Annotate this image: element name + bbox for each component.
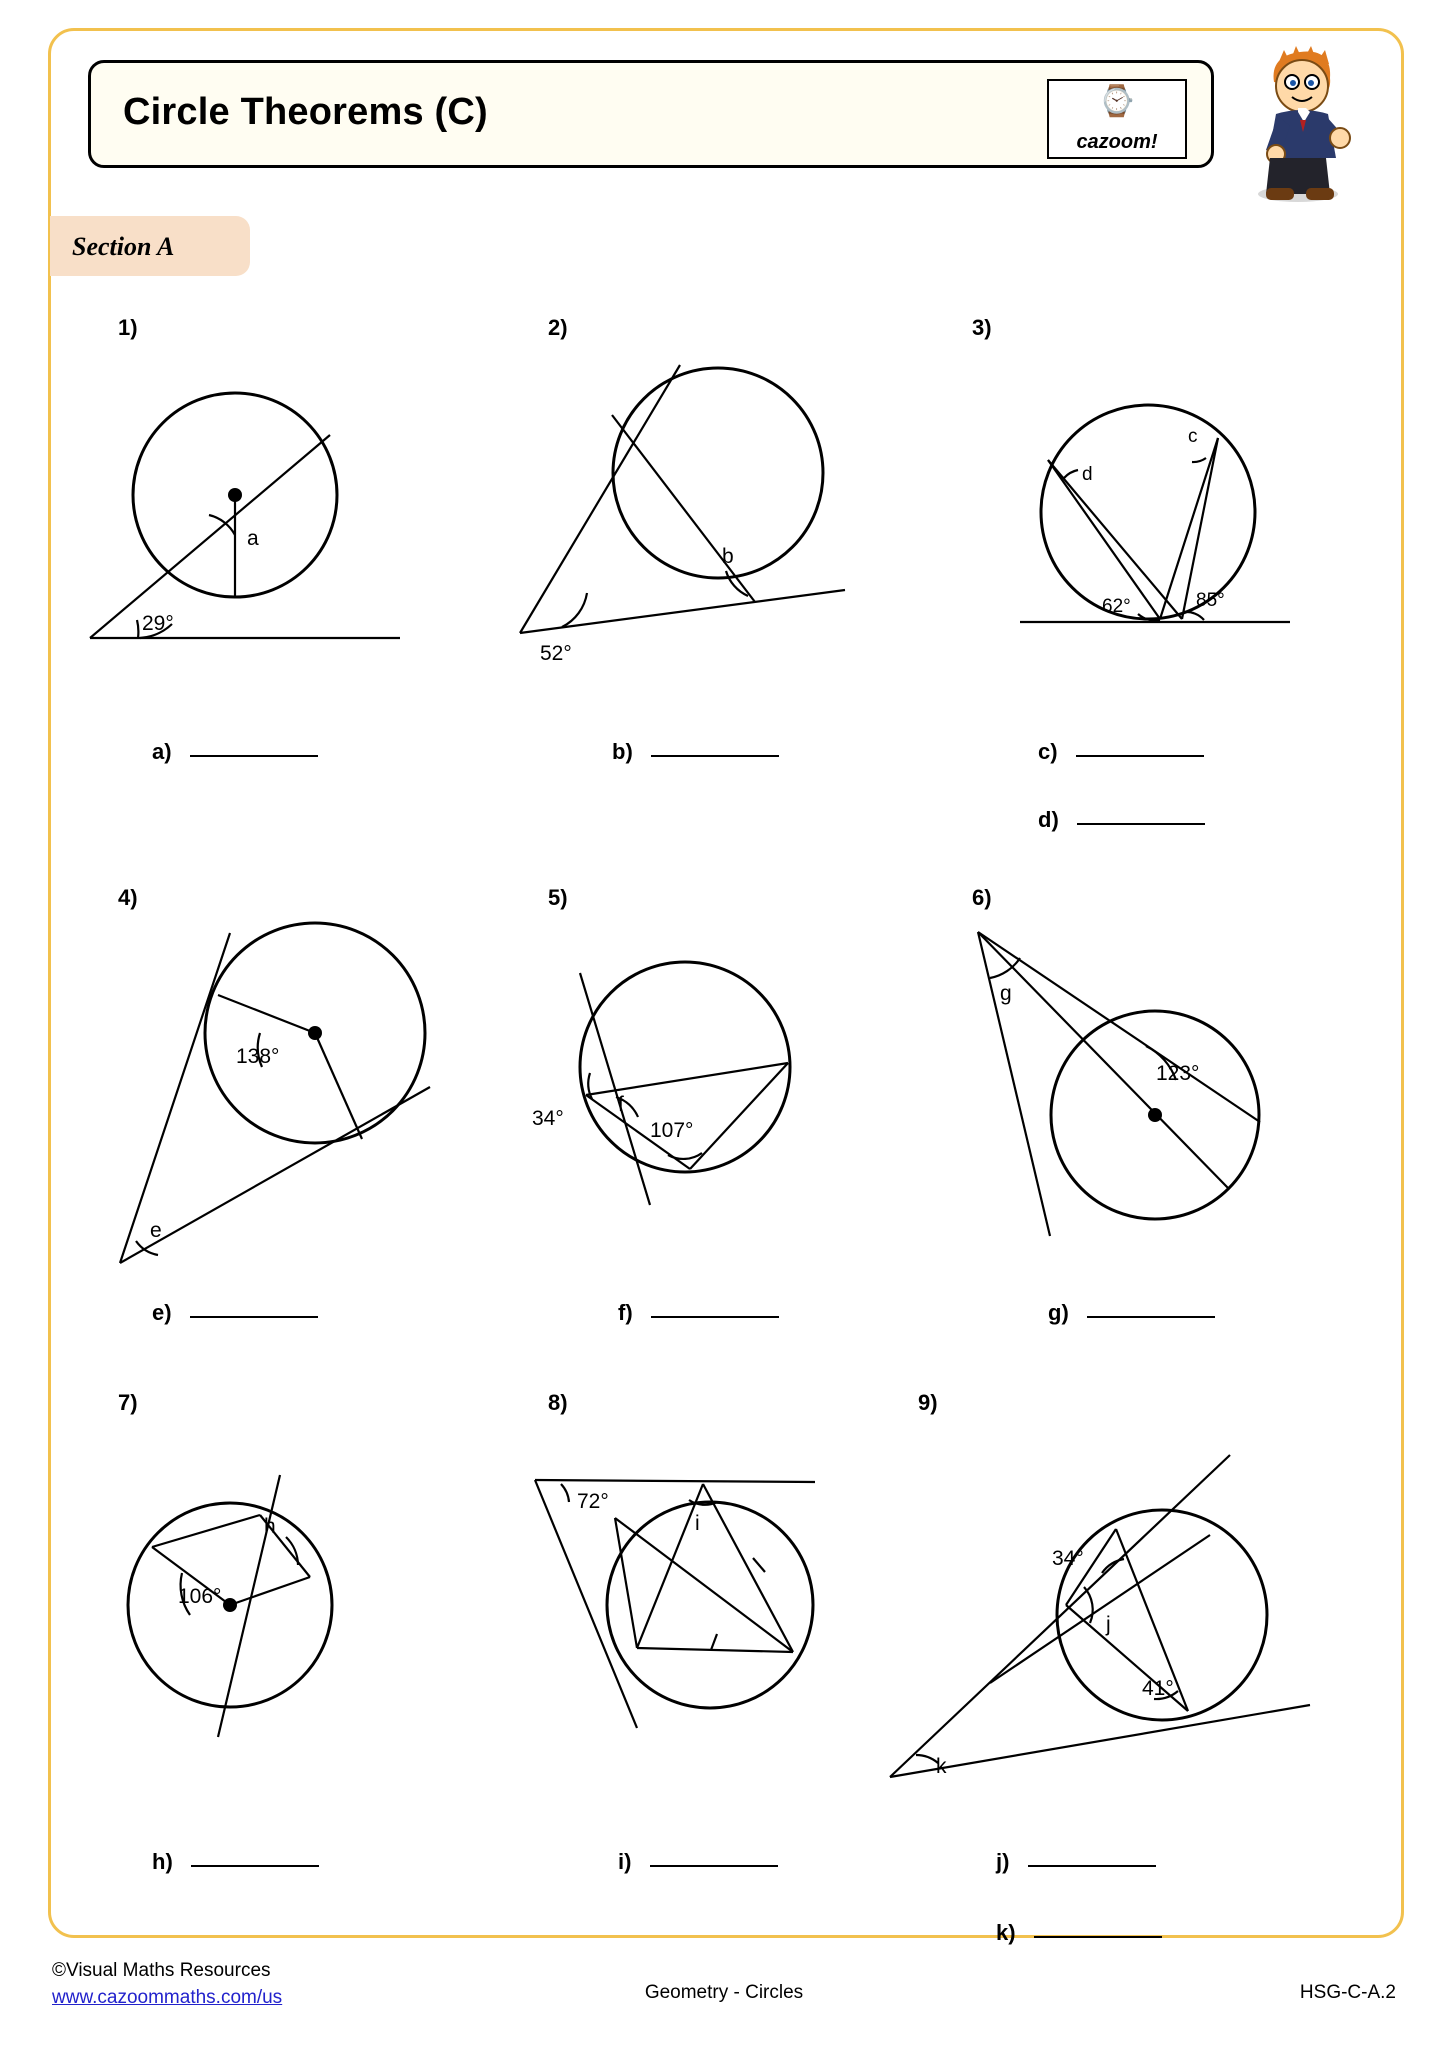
question-number-2: 2) bbox=[548, 315, 568, 340]
figure-5-angle-107: 107° bbox=[650, 1119, 694, 1142]
answer-b bbox=[612, 735, 779, 765]
answer-b-line[interactable] bbox=[651, 735, 779, 757]
answer-b-letter: b) bbox=[612, 739, 633, 764]
answer-e-letter: e) bbox=[152, 1300, 172, 1325]
answer-i bbox=[618, 1845, 778, 1875]
answer-g-line[interactable] bbox=[1087, 1296, 1215, 1318]
answer-j-line[interactable] bbox=[1028, 1845, 1156, 1867]
section-tab bbox=[50, 216, 250, 276]
answer-i-line[interactable] bbox=[650, 1845, 778, 1867]
question-number-8: 8) bbox=[548, 1390, 568, 1415]
answer-j-letter: j) bbox=[996, 1849, 1010, 1874]
figure-8 bbox=[525, 1460, 855, 1760]
figure-4-label-e: e bbox=[150, 1219, 162, 1242]
answer-f-line[interactable] bbox=[651, 1296, 779, 1318]
logo-wordmark: cazoom! bbox=[1076, 131, 1158, 153]
figure-4-angle-138: 138° bbox=[236, 1045, 280, 1068]
answer-k-letter: k) bbox=[996, 1920, 1016, 1945]
figure-1-label-a: a bbox=[247, 527, 259, 550]
figure-3-label-c: c bbox=[1188, 426, 1198, 447]
figure-7-angle-106: 106° bbox=[178, 1585, 222, 1608]
figure-3 bbox=[1020, 400, 1300, 660]
answer-h-line[interactable] bbox=[191, 1845, 319, 1867]
answer-k bbox=[996, 1916, 1162, 1946]
answer-k-line[interactable] bbox=[1034, 1916, 1162, 1938]
cazoom-logo bbox=[1047, 79, 1187, 159]
figure-8-label-i: i bbox=[695, 1512, 700, 1535]
answer-h bbox=[152, 1845, 319, 1875]
figure-4 bbox=[110, 915, 450, 1275]
footer-topic: Geometry - Circles bbox=[644, 1982, 804, 2003]
section-label: Section A bbox=[72, 232, 175, 261]
answer-a bbox=[152, 735, 318, 765]
question-number-7: 7) bbox=[118, 1390, 138, 1415]
answer-g-letter: g) bbox=[1048, 1300, 1069, 1325]
figure-9-label-k: k bbox=[936, 1755, 947, 1778]
question-number-5: 5) bbox=[548, 885, 568, 910]
figure-9-angle-41: 41° bbox=[1142, 1677, 1174, 1700]
answer-d-line[interactable] bbox=[1077, 803, 1205, 825]
answer-j bbox=[996, 1845, 1156, 1875]
question-number-1: 1) bbox=[118, 315, 138, 340]
figure-1-angle-29: 29° bbox=[142, 612, 174, 635]
figure-2 bbox=[500, 355, 860, 665]
question-number-9: 9) bbox=[918, 1390, 938, 1415]
title-box bbox=[88, 60, 1214, 168]
answer-e bbox=[152, 1296, 318, 1326]
figure-5-label-f: f bbox=[618, 1093, 624, 1116]
answer-i-letter: i) bbox=[618, 1849, 632, 1874]
answer-a-line[interactable] bbox=[190, 735, 318, 757]
figure-2-angle-52: 52° bbox=[540, 642, 572, 665]
answer-c-letter: c) bbox=[1038, 739, 1058, 764]
figure-9-label-j: j bbox=[1106, 1613, 1111, 1636]
answer-g bbox=[1048, 1296, 1215, 1326]
question-number-6: 6) bbox=[972, 885, 992, 910]
figure-6-angle-123: 123° bbox=[1156, 1062, 1200, 1085]
figure-6-label-g: g bbox=[1000, 982, 1012, 1005]
figure-7-label-h: h bbox=[264, 1515, 276, 1538]
page-title: Circle Theorems (C) bbox=[123, 91, 488, 133]
answer-d bbox=[1038, 803, 1205, 833]
answer-c bbox=[1038, 735, 1204, 765]
figure-9 bbox=[880, 1455, 1330, 1795]
page-footer bbox=[0, 1960, 1448, 2040]
answer-h-letter: h) bbox=[152, 1849, 173, 1874]
figure-1 bbox=[80, 390, 410, 660]
footer-url-link[interactable]: www.cazoommaths.com/us bbox=[52, 1987, 283, 2008]
answer-c-line[interactable] bbox=[1076, 735, 1204, 757]
figure-8-angle-72: 72° bbox=[577, 1490, 609, 1513]
figure-3-angle-62: 62° bbox=[1102, 596, 1131, 617]
student-mascot bbox=[1240, 42, 1360, 207]
figure-3-angle-85: 85° bbox=[1196, 590, 1225, 611]
figure-6 bbox=[960, 920, 1310, 1270]
figure-5 bbox=[520, 955, 860, 1215]
footer-copyright: ©Visual Maths Resources bbox=[52, 1960, 271, 1981]
figure-7 bbox=[100, 1455, 410, 1755]
figure-3-label-d: d bbox=[1082, 464, 1093, 485]
figure-9-angle-34: 34° bbox=[1052, 1547, 1084, 1570]
answer-f-letter: f) bbox=[618, 1300, 633, 1325]
answer-a-letter: a) bbox=[152, 739, 172, 764]
figure-2-label-b: b bbox=[722, 545, 734, 568]
answer-d-letter: d) bbox=[1038, 807, 1059, 832]
footer-code: HSG-C-A.2 bbox=[1299, 1982, 1396, 2003]
answer-f bbox=[618, 1296, 779, 1326]
answer-e-line[interactable] bbox=[190, 1296, 318, 1318]
question-number-4: 4) bbox=[118, 885, 138, 910]
question-number-3: 3) bbox=[972, 315, 992, 340]
figure-5-angle-34: 34° bbox=[532, 1107, 564, 1130]
hourglass-icon: ⌚ bbox=[1098, 85, 1136, 118]
